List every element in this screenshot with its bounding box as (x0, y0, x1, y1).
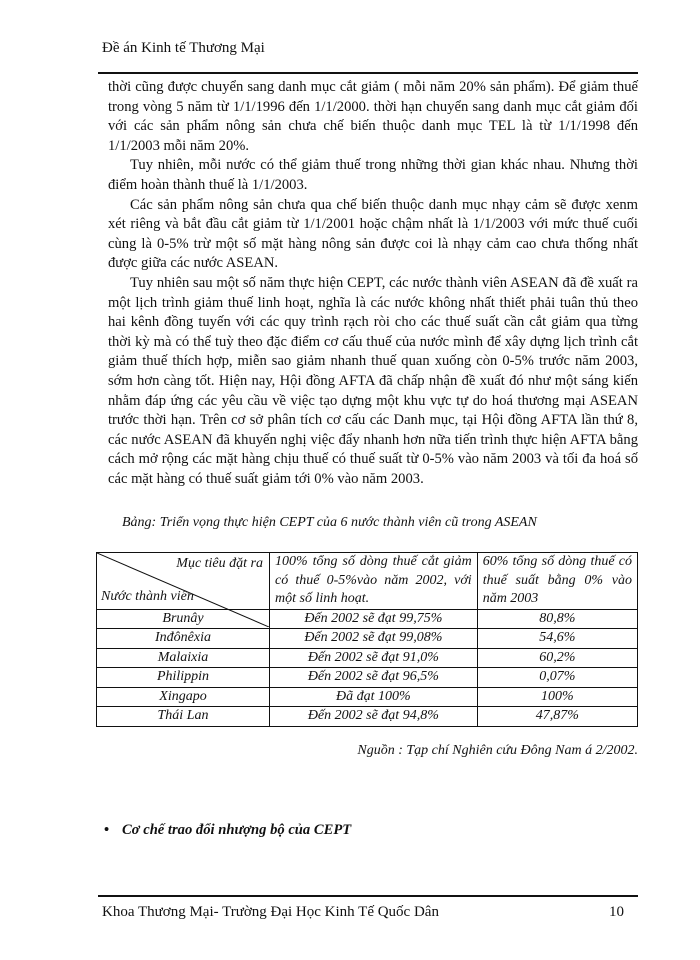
col1-cell: Đến 2002 sẽ đạt 99,75% (270, 609, 478, 629)
country-cell: Xingapo (97, 687, 270, 707)
col2-cell: 47,87% (477, 707, 637, 727)
country-cell: Philippin (97, 668, 270, 688)
paragraph: thời cũng được chuyển sang danh mục cắt giảm ( mỗi năm 20% sản phẩm). Để giảm thuế trong vòng 5 năm từ 1/1/1996 đến 1/1/2000. thời hạn chuyển sang danh mục cắt giảm đối với các sản phẩm nông sản chưa chế biến thuộc danh mục TEL là từ 1/1/1998 đến 1/1/2003 mỗi năm 20%. (108, 79, 638, 154)
col2-cell: 0,07% (477, 668, 637, 688)
bullet-text: Cơ chế trao đổi nhượng bộ của CEPT (122, 822, 352, 838)
cept-table (96, 552, 638, 727)
table-row (97, 629, 638, 649)
table-row (97, 648, 638, 668)
section-bullet (104, 822, 351, 839)
col1-cell: Đến 2002 sẽ đạt 91,0% (270, 648, 478, 668)
country-cell: Brunây (97, 609, 270, 629)
table-source: Nguồn : Tạp chí Nghiên cứu Đông Nam á 2/2002. (357, 743, 638, 758)
page-footer: Khoa Thương Mại- Trường Đại Học Kinh Tế Quốc Dân (102, 904, 439, 920)
col1-cell: Đến 2002 sẽ đạt 99,08% (270, 629, 478, 649)
paragraph: Các sản phẩm nông sản chưa qua chế biến thuộc danh mục nhạy cảm sẽ được xenm xét riêng và bắt đầu cắt giảm từ 1/1/2001 hoặc chậm nhất là 1/1/2003 với mức thuế cuối cùng là 0-5% trừ một số mặt hàng nông sản được coi là nhạy cảm cao chưa thống nhất được giữa các nước ASEAN. (108, 196, 638, 272)
table-caption: Bảng: Triển vọng thực hiện CEPT của 6 nước thành viên cũ trong ASEAN (122, 515, 537, 530)
col2-cell: 80,8% (477, 609, 637, 629)
body-text (108, 78, 638, 489)
col2-cell: 54,6% (477, 629, 637, 649)
corner-bottom-label: Nước thành viên (101, 589, 194, 604)
country-cell: Malaixia (97, 648, 270, 668)
col1-header: 100% tổng số dòng thuế cắt giảm có thuế 0-5%vào năm 2002, với một số linh hoạt. (270, 553, 478, 610)
header-rule (98, 72, 638, 74)
country-cell: Inđônêxia (97, 629, 270, 649)
corner-top-label: Mục tiêu đặt ra (176, 556, 263, 571)
col1-cell: Đã đạt 100% (270, 687, 478, 707)
bullet-icon: • (104, 822, 110, 838)
paragraph: Tuy nhiên sau một số năm thực hiện CEPT, các nước thành viên ASEAN đã đề xuất ra một lịch trình giảm thuế linh hoạt, nghĩa là các nước không nhất thiết phải tuân thủ theo hai kênh đồng tuyến với các quy trình rạch ròi cho các thuế suất cần cắt giảm qua từng thời kỳ mà có thể tuỳ theo đặc điểm cơ cấu thuế của nước mình để xây dựng lịch trình cắt giảm thuế thích hợp, miễn sao giảm nhanh thuế quan xuống còn 0-5% trước năm 2003, sớm hơn càng tốt. Hiện nay, Hội đồng AFTA đã chấp nhận đề xuất đó như một sáng kiến nhằm đáp ứng các yêu cầu về việc tạo dựng một khu vực tự do hoá thương mại ASEAN trước thời hạn. Trên cơ sở phân tích cơ cấu các Danh mục, tại Hội đồng AFTA lần thứ 8, các nước ASEAN đã khuyến nghị việc đẩy nhanh hơn nữa tiến trình thực hiện AFTA bằng cách mở rộng các mặt hàng chịu thuế có thuế suất từ 0-5% vào năm 2003 và tối đa hoá số các mặt hàng có thuế suất giảm tới 0% vào năm 2003. (108, 274, 638, 487)
table-row (97, 707, 638, 727)
table-header-row (97, 553, 638, 610)
col2-cell: 100% (477, 687, 637, 707)
col2-header: 60% tổng số dòng thuế có thuế suất bằng 0% vào năm 2003 (477, 553, 637, 610)
footer-rule (98, 895, 638, 897)
col1-cell: Đến 2002 sẽ đạt 96,5% (270, 668, 478, 688)
paragraph: Tuy nhiên, mỗi nước có thể giảm thuế trong những thời gian khác nhau. Nhưng thời điểm hoàn thành thuế là 1/1/2003. (108, 157, 638, 193)
page-header: Đề án Kinh tế Thương Mại (102, 40, 265, 56)
page-number: 10 (609, 904, 624, 920)
country-cell: Thái Lan (97, 707, 270, 727)
corner-cell (97, 553, 270, 610)
table-row (97, 687, 638, 707)
col2-cell: 60,2% (477, 648, 637, 668)
table-row (97, 668, 638, 688)
col1-cell: Đến 2002 sẽ đạt 94,8% (270, 707, 478, 727)
